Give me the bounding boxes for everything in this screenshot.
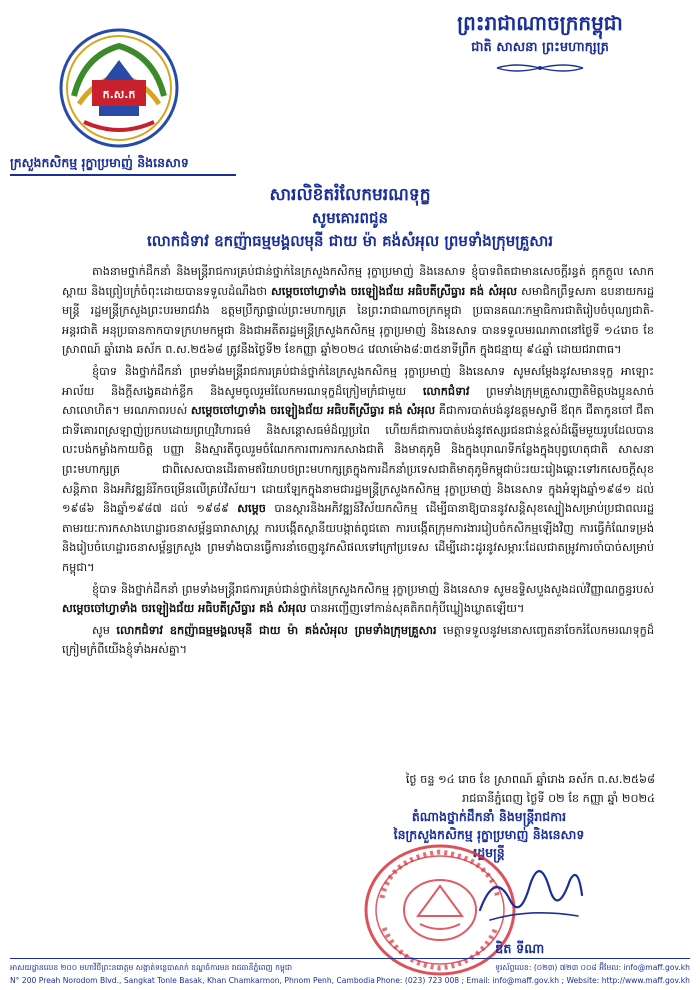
kingdom-title: ព្រះរាជាណាចក្រកម្ពុជា <box>457 11 623 35</box>
p2-text-b: ព្រមទាំងក្រុមគ្រួសារញាតិមិត្តបងប្អូនសាច់សាលោហិត។ មរណភាពរបស់ <box>62 384 655 418</box>
national-motto: ជាតិ សាសនា ព្រះមហាក្សត្រ <box>471 40 609 55</box>
tacteng-ornament-icon <box>495 62 585 74</box>
p2-text-d: បានស្តារនិងអភិវឌ្ឍន៍វិស័យកសិកម្ម ដើម្បីធានាឱ្យបាននូវសន្តិសុខស្បៀងសម្រាប់ប្រជាពលរដ្ឋតាមរយៈការកសាងហេដ្ឋារចនាសម្ព័ន្ធធារាសាស្ត្រ ការបង្កើតស្ថានីយបង្កាត់ពូជតោ ការបង្កើតក្រុមការងាររៀបចំកសិកម្មឡើងវិញ ការធ្វើកំណែទម្រង់និងរៀបចំហេដ្ឋារចនាសម្ព័ន្ធក្រសួង ព្រមទាំងបានធ្វើការនាំចេញនូវកសិផលទៅក្រៅប្រទេស ដើម្បីដោះដូរនូវសម្ភារៈដែលជាតម្រូវការចាំបាច់សម្រាប់កម្ពុជា។ <box>62 502 655 574</box>
letter-titles <box>0 183 700 253</box>
letter-title: សារលិខិតរំលែកមរណទុក្ខ <box>269 185 431 205</box>
p4-text-a: សូម <box>92 623 110 637</box>
letter-salutation: សូមគោរពជូន <box>311 209 389 227</box>
p3-text-b: បានអញ្ជើញទៅកាន់សុគតិភពកុំបីឃ្លៀងឃ្លាតឡើយ។ <box>309 602 525 616</box>
signature-office-line-3: រដ្ឋមន្ត្រី <box>473 845 505 860</box>
signature-office-line-1: តំណាងថ្នាក់ដឹកនាំ និងមន្ត្រីរាជការ <box>411 809 567 824</box>
p2-text-c: គឺជាការបាត់បង់នូវឧត្តមស្វាមី ឪពុក ជីតាកូនចៅ ជីតាជាទីគោរពស្រឡាញ់ប្រកបដោយព្រហ្មវិហារធម៌ និងសន្តោសធម៌ដ៏ល្អប្រពៃ ហើយក៏ជាការបាត់បង់នូវឥស្សរជនជាន់ខ្ពស់ដ៏ឆ្នើមមួយរូបដែលបានលះបង់កម្លាំងកាយចិត្ត បញ្ញា និងស្មារតីចូលរួមចំណែកការពារការកសាងជាតិ និងមាតុភូមិ និងក្នុងបុរាណទីកន្លែងក្នុងបុព្វហេតុជាតិ សាសនា ព្រះមហាក្សត្រ ជាពិសេសបានដើរតាមឥរិយាបថព្រះមហាក្សត្រក្នុងការដឹកនាំប្រទេសជាតិមាតុភូមិកម្ពុជាប៉ះរយះរៀងឆ្ពោះទៅរកសេចក្តីសុខ សន្តិភាព និងអភិវឌ្ឍន៍រីកចម្រើនលើគ្រប់វិស័យ។ ដោយឡែកក្នុងនាមជារដ្ឋមន្ត្រីក្រសួងកសិកម្ម រុក្ខាប្រមាញ់ និងនេសាទ ក្នុងអំឡុងឆ្នាំ១៩៨១ ដល់ ១៩៨៦ និងឆ្នាំ១៩៨៧ ដល់ ១៩៨៩ <box>62 404 655 516</box>
signer-name: ឌិត ទីណា <box>495 942 545 957</box>
footer-contact-km: ទូរស័ព្ទលេខ: (០២៣) ៧២៣ ០០៨ អ៊ីមែល: info@maff.gov.kh <box>495 963 690 972</box>
p3-text-a: ខ្ញុំបាទ និងថ្នាក់ដឹកនាំ ព្រមទាំងមន្ត្រីរាជការគ្រប់ជាន់ថ្នាក់នៃក្រសួងកសិកម្ម រុក្ខាប្រមាញ់ និងនេសាទ សូមឧទ្ទិសបួងសួងដល់វិញ្ញាណក្ខន្ធរបស់ <box>92 582 654 596</box>
ministry-name: ក្រសួងកសិកម្ម រុក្ខាប្រមាញ់ និងនេសាទ <box>10 155 189 170</box>
solar-date: រាជធានីភ្នំពេញ ថ្ងៃទី ០២ ខែ កញ្ញា ឆ្នាំ ២០២៤ <box>462 792 655 805</box>
paragraph-1 <box>62 262 654 360</box>
letter-body <box>62 262 654 662</box>
p2-name-1: លោកជំទាវ <box>422 384 470 398</box>
emblem-text: ក.ស.ក <box>102 88 136 101</box>
paragraph-4 <box>62 621 654 660</box>
paragraph-3 <box>62 580 654 619</box>
lunar-date: ថ្ងៃ ចន្ទ ១៤ រោច ខែ ស្រាពណ៍ ឆ្នាំរោង ឆស័ក ព.ស.២៥៦៨ <box>405 773 655 786</box>
ministry-emblem-icon <box>54 26 184 150</box>
footer-address-en: N° 200 Preah Norodom Blvd., Sangkat Tonle Basak, Khan Chamkarmon, Phnom Penh, Cambodia <box>10 976 375 985</box>
p1-name: សម្តេចចៅហ្វាទាំង ចរឡៀងជ័យ អធិបតីស្រីធ្វារ គង់ សំអុល <box>271 284 518 298</box>
p2-name-2: សម្តេចចៅហ្វាទាំង ចរឡៀងជ័យ អធិបតីស្រីធ្វារ គង់ សំអុល <box>190 404 436 418</box>
footer-divider <box>10 958 690 959</box>
signature-office-line-2: នៃក្រសួងកសិកម្ម រុក្ខាប្រមាញ់ និងនេសាទ <box>393 827 585 842</box>
kingdom-header <box>380 8 700 74</box>
p4-text-b: មេត្តាទទួលនូវមនោសញ្ចេតនាចែករំលែកមរណទុក្ខដ៏ក្រៀមក្រំពីយើងខ្ញុំទាំងអស់គ្នា។ <box>62 623 654 657</box>
p2-name-3: សម្តេច <box>237 502 266 516</box>
letter-dates <box>250 770 655 808</box>
footer-contact-en: Phone: (023) 723 008 ; Email: info@maff.gov.kh ; Website: http://www.maff.gov.kh <box>376 976 690 985</box>
handwritten-signature-icon <box>470 850 590 940</box>
letter-recipient: លោកជំទាវ ឧកញ៉ាធម្មមង្គលមុនី ជាយ ម៉ា គង់សំអុល ព្រមទាំងក្រុមគ្រួសារ <box>146 232 554 250</box>
footer-address-km: អាសយដ្ឋានលេខ ២០០ មហាវិថីព្រះនរោត្តម សង្កាត់ទន្លេបាសាក់ ខណ្ឌចំការមន រាជធានីភ្នំពេញ កម្ពុជា <box>10 963 293 972</box>
paragraph-2 <box>62 362 654 578</box>
p3-name: សម្តេចចៅហ្វាទាំង ចរឡៀងជ័យ អធិបតីស្រីធ្វារ គង់ សំអុល <box>62 602 307 616</box>
p2-text-a: ខ្ញុំបាទ និងថ្នាក់ដឹកនាំ ព្រមទាំងមន្ត្រីរាជការគ្រប់ជាន់ថ្នាក់នៃក្រសួងកសិកម្ម រុក្ខាប្រមាញ់ និងនេសាទ សូមសម្តែងនូវសមានទុក្ខ អាឡោះអាល័យ និងក្តីសង្វេគដាក់ខ្លីក និងសូមចូលរួមរំលែកមរណទុក្ខដ៏ក្រៀមក្រំជាមួយ <box>62 364 654 398</box>
p4-name: លោកជំទាវ ឧកញ៉ាធម្មមង្គលមុនី ជាយ ម៉ា គង់សំអុល ព្រមទាំងក្រុមគ្រួសារ <box>116 623 437 637</box>
ministry-underline <box>10 174 236 176</box>
p1-text-a: តាងនាមថ្នាក់ដឹកនាំ និងមន្ត្រីរាជការគ្រប់ជាន់ថ្នាក់នៃក្រសួងកសិកម្ម រុក្ខាប្រមាញ់ និងនេសាទ ខ្ញុំបាទពិតជាមានសេចក្តីរន្ធត់ ក្តុកក្តួល សោកស្តាយ និងព្រៀបក្រំចំពុះដោយបានទទួលដំណឹងថា <box>62 265 654 298</box>
p1-text-b: សមាជិកព្រឹទ្ធសភា ឧបនាយករដ្ឋមន្ត្រី រដ្ឋមន្ត្រីក្រសួងព្រះបរមរាជវាំង ឧត្តមប្រឹក្សាផ្ទាល់ព្រះមហាក្សត្រ នៃព្រះរាជាណាចក្រកម្ពុជា ប្រធានគណៈកម្មាធិការជាតិរៀបចំបុណ្យជាតិ-អន្តរជាតិ អនុប្រធានកាកបាទក្រហមកម្ពុជា និងជាអតីតរដ្ឋមន្ត្រីក្រសួងកសិកម្ម រុក្ខាប្រមាញ់ និងនេសាទ បានទទួលមរណភាពនៅថ្ងៃទី ១៤រោច ខែស្រាពណ៍ ឆ្នាំរោង ឆស័ក ព.ស.២៥៦៨ ត្រូវនឹងថ្ងៃទី២ ខែកញ្ញា ឆ្នាំ២០២៤ វេលាម៉ោង៨:៣៥នាទីព្រឹក ក្នុងជន្មាយុ ៩៤ឆ្នាំ ដោយជរាពាធ។ <box>62 284 655 357</box>
